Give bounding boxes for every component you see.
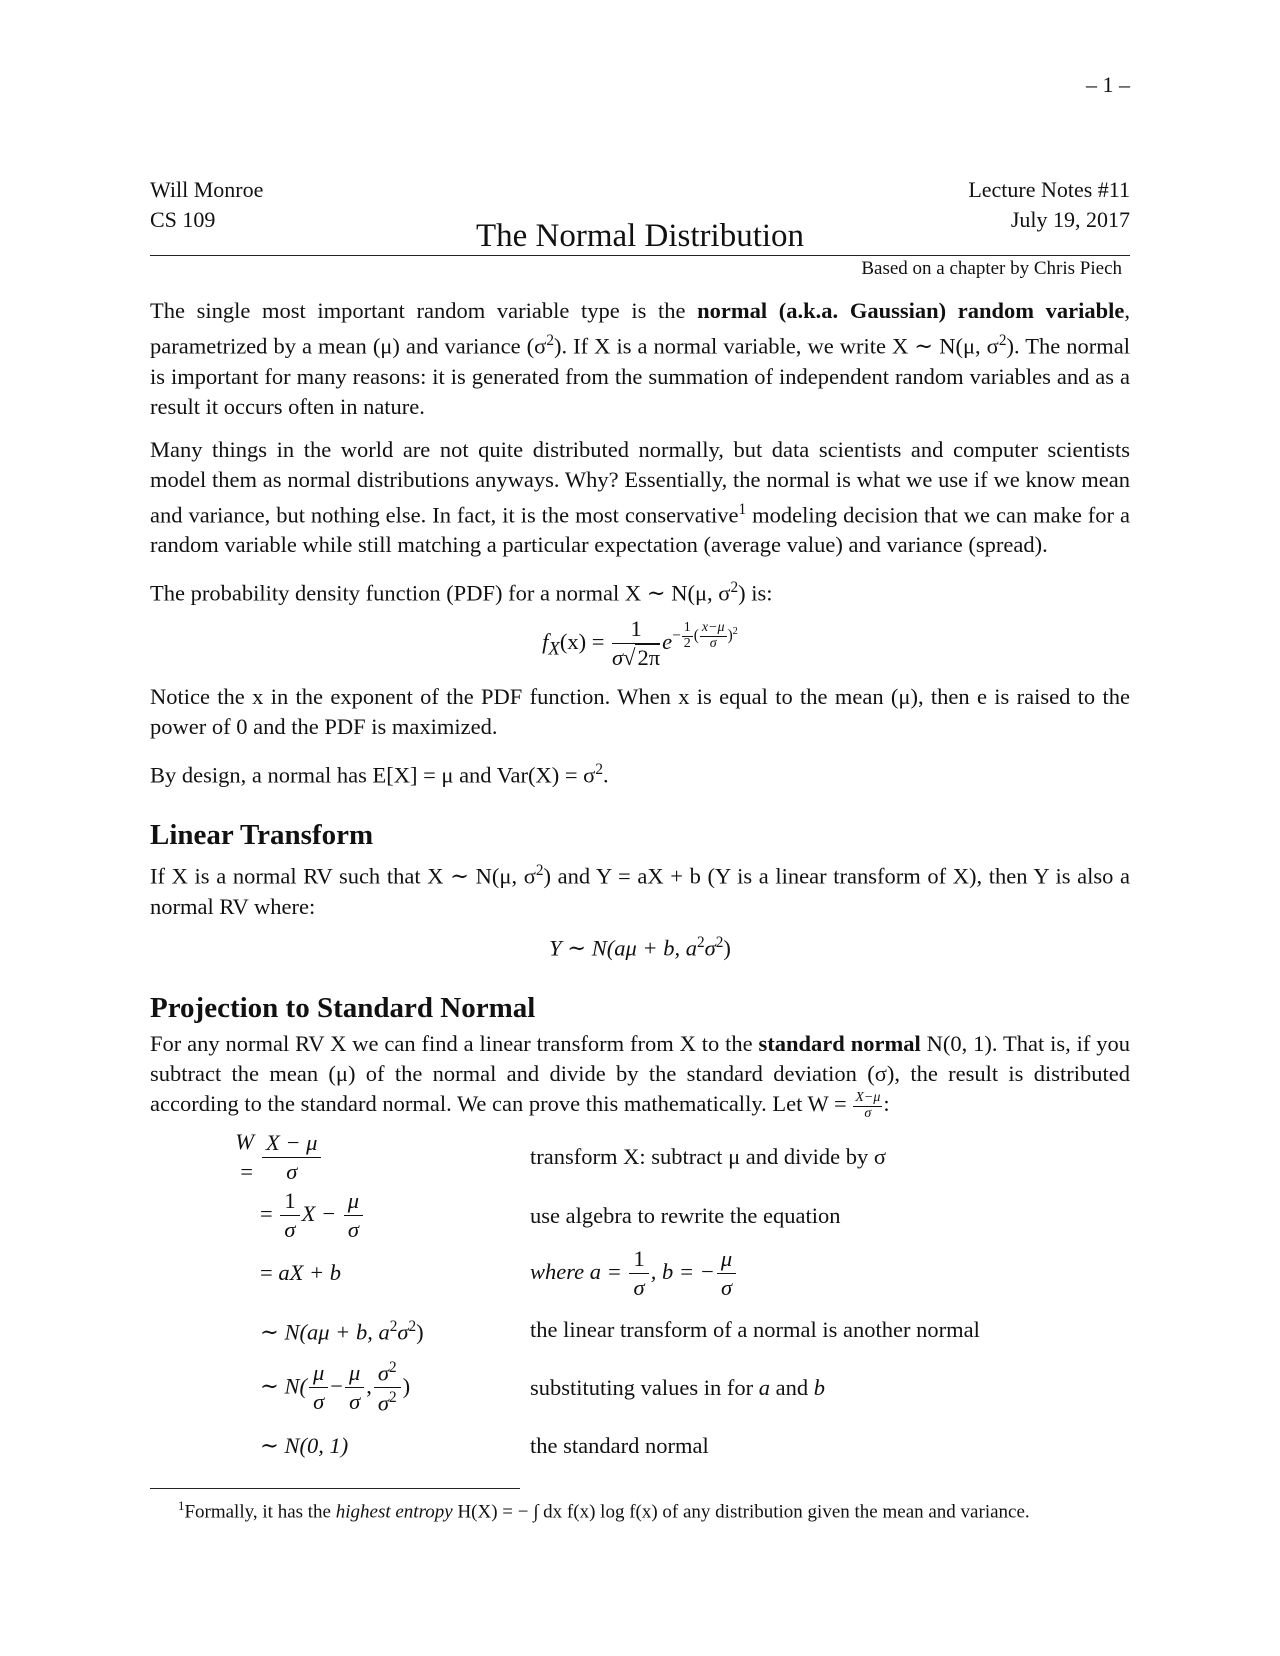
derivation-explanation: substituting values in for a and b <box>530 1374 825 1400</box>
title-rule <box>150 255 1130 256</box>
section-heading-linear-transform: Linear Transform <box>150 819 374 852</box>
derivation-explanation: the linear transform of a normal is another normal <box>530 1316 980 1342</box>
intro-paragraph: The single most important random variable type is the normal (a.k.a. Gaussian) random variable, parametrized by a mean (μ) and variance $(\sigma^2)$. If X is a normal variable, we write X ∼ N(μ, $\sigma^2$). The normal is important for many reasons: it is generated from the summation of independent random variables and as a result it occurs often in nature. <box>150 298 1130 419</box>
date: July 19, 2017 <box>1010 207 1130 232</box>
derivation-row: ∼ N(aμ + b, $a^2\sigma^2$) the linear transform of a normal is another normal <box>220 1302 980 1358</box>
derivation-row: = $\frac{1}{\sigma}$ X − $\frac{\mu}{\sigma}$ use algebra to rewrite the equation <box>220 1187 980 1244</box>
page-number: – 1 – <box>1086 72 1130 97</box>
derivation-row: ∼ N( $\frac{\mu}{\sigma}$ − $\frac{\mu}{\sigma}$ , $\frac{\sigma^2}{\sigma^2}$ ) substituting values in for a and b <box>220 1358 980 1418</box>
mean-variance-note: By design, a normal has E[X] = μ and $Var(X) = \sigma^2$. <box>150 760 609 788</box>
pdf-equation: $f_X(x)$ = $\frac{1}{\sigma√2\pi}$ $e^{- \frac{1}{2} ( \frac{x-\mu}{\sigma} )^2}$ <box>150 615 1130 672</box>
body-text <box>150 296 1130 1525</box>
footnote-marker: 1 <box>738 500 747 518</box>
derivation-explanation: use algebra to rewrite the equation <box>530 1202 841 1228</box>
linear-transform-paragraph: If X is a normal RV such that X ∼ N(μ, $\sigma^2$) and Y = aX + b (Y is a linear transform of X), then Y is also a normal RV where: <box>150 862 1130 919</box>
derivation-table <box>220 1127 980 1474</box>
derivation-row: = aX + b where a = $\frac{1}{\sigma}$ , b = − $\frac{\mu}{\sigma}$ <box>220 1245 980 1302</box>
document-page <box>150 0 1130 1656</box>
credit-line: Based on a chapter by Chris Piech <box>861 258 1122 279</box>
derivation-explanation: the standard normal <box>530 1433 709 1459</box>
derivation-explanation: where a = $\frac{1}{\sigma}$ , b = − $\frac{\mu}{\sigma}$ <box>524 1245 980 1302</box>
footnote-rule <box>150 1488 520 1489</box>
lecture-notes-number: Lecture Notes #11 <box>968 177 1130 202</box>
projection-paragraph: For any normal RV X we can find a linear transform from X to the standard normal N(0, 1). That is, if you subtract the mean (μ) of the normal and divide by the standard deviation (σ), the result is distributed according to the standard normal. We can prove this mathematically. Let W = $\frac{X-\mu}{\sigma}$ : <box>150 1031 1130 1121</box>
pdf-fraction: $\frac{1}{\sigma√2\pi}$ <box>612 615 661 670</box>
derivation-row: ∼ N(0, 1) the standard normal <box>220 1418 980 1474</box>
author: Will Monroe <box>150 177 264 202</box>
section-heading-projection: Projection to Standard Normal <box>150 992 536 1025</box>
page-title: The Normal Distribution <box>475 218 805 254</box>
exponent-note: Notice the x in the exponent of the PDF function. When x is equal to the mean (μ), then e is raised to the power of 0 and the PDF is maximized. <box>150 683 1130 739</box>
standard-normal-term: standard normal <box>758 1031 921 1057</box>
motivation-paragraph: Many things in the world are not quite distributed normally, but data scientists and computer scientists model them as normal distributions anyways. Why? Essentially, the normal is what we use if we know mean and variance, but nothing else. In fact, it is the most conservative$^1$ modeling decision that we can make for a random variable while still matching a particular expectation (average value) and variance (spread). <box>150 436 1130 557</box>
footnote: $^1$Formally, it has the highest entropy H(X) = − ∫ dx f(x) log f(x) of any distribution given the mean and variance. <box>178 1498 1030 1523</box>
pdf-intro: The probability density function (PDF) for a normal X ∼ N(μ, $\sigma^2$) is: <box>150 579 773 606</box>
derivation-explanation: transform X: subtract μ and divide by σ <box>530 1144 886 1170</box>
linear-transform-equation: Y ∼ N(aμ + b, $a^2\sigma^2$) <box>549 933 731 961</box>
course: CS 109 <box>150 207 216 232</box>
normal-rv-term: normal (a.k.a. Gaussian) random variable <box>697 298 1125 323</box>
derivation-row: W = $\frac{X - \mu}{\sigma}$ transform X: subtract μ and divide by σ <box>220 1127 980 1187</box>
